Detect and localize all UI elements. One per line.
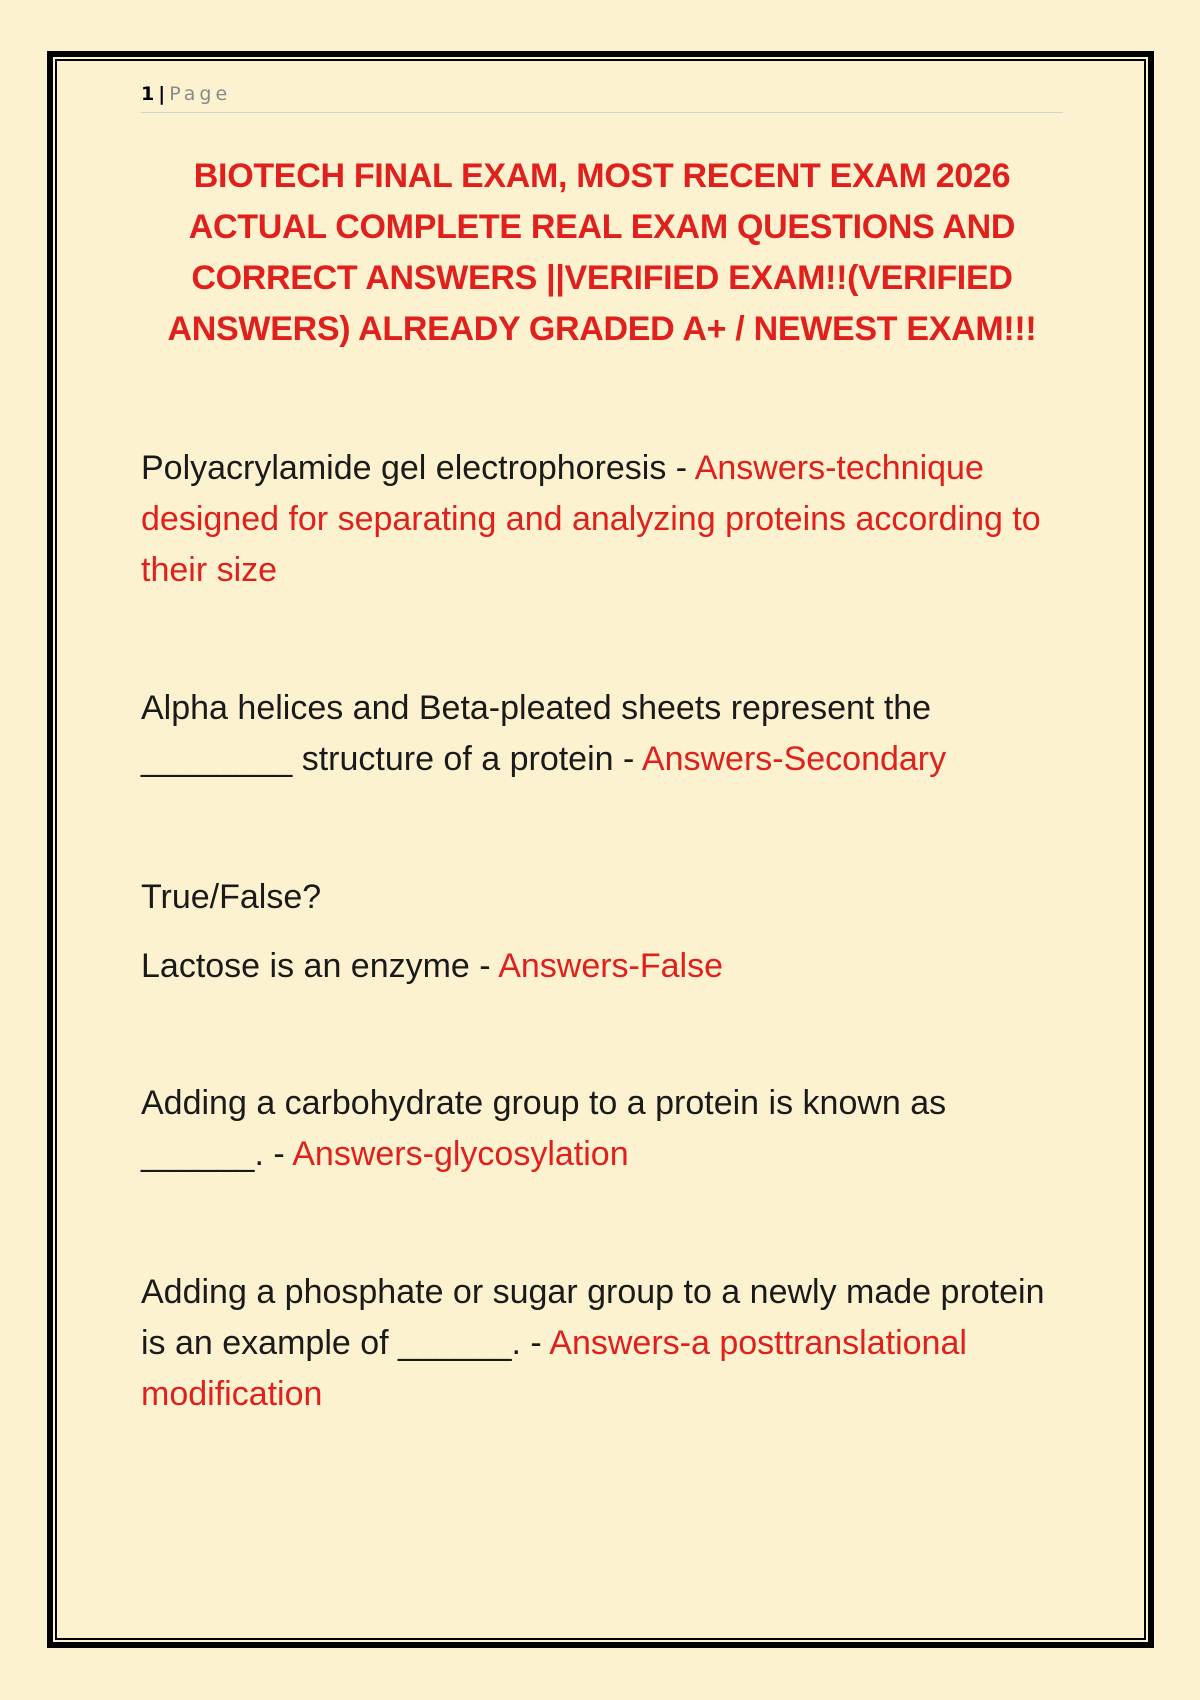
question-text: Adding a phosphate or sugar group to a newly made protein is an example of ______. - — [141, 1273, 1045, 1362]
question-text: Adding a carbohydrate group to a protein is known as ______. - — [141, 1084, 947, 1173]
question-item — [141, 941, 1071, 992]
question-text: Lactose is an enzyme - — [141, 947, 499, 985]
question-item — [141, 683, 1071, 785]
page-word: Page — [169, 83, 232, 105]
page-number: 1 — [141, 83, 155, 105]
question-item — [141, 1267, 1071, 1420]
document-title: BIOTECH FINAL EXAM, MOST RECENT EXAM 2026 ACTUAL COMPLETE REAL EXAM QUESTIONS AND CORRECT ANSWERS ||VERIFIED EXAM!!(VERIFIED ANSWERS) ALREADY GRADED A+ / NEWEST EXAM!!! — [167, 157, 1037, 348]
question-text: Alpha helices and Beta-pleated sheets represent the ________ structure of a protein - — [141, 689, 932, 778]
question-prompt: True/False? — [141, 878, 322, 916]
page-separator: | — [158, 83, 166, 105]
answer-text: Answers-Secondary — [641, 740, 947, 778]
answer-text: Answers-False — [498, 947, 724, 985]
question-text: Polyacrylamide gel electrophoresis - — [141, 449, 695, 487]
answer-text: Answers-a posttranslational modification — [141, 1324, 967, 1413]
question-item — [141, 443, 1071, 596]
question-item — [141, 1078, 1071, 1180]
page-header — [141, 80, 1063, 113]
answer-text: Answers-technique designed for separating and analyzing proteins according to their size — [141, 449, 1041, 589]
answer-text: Answers-glycosylation — [292, 1135, 629, 1173]
